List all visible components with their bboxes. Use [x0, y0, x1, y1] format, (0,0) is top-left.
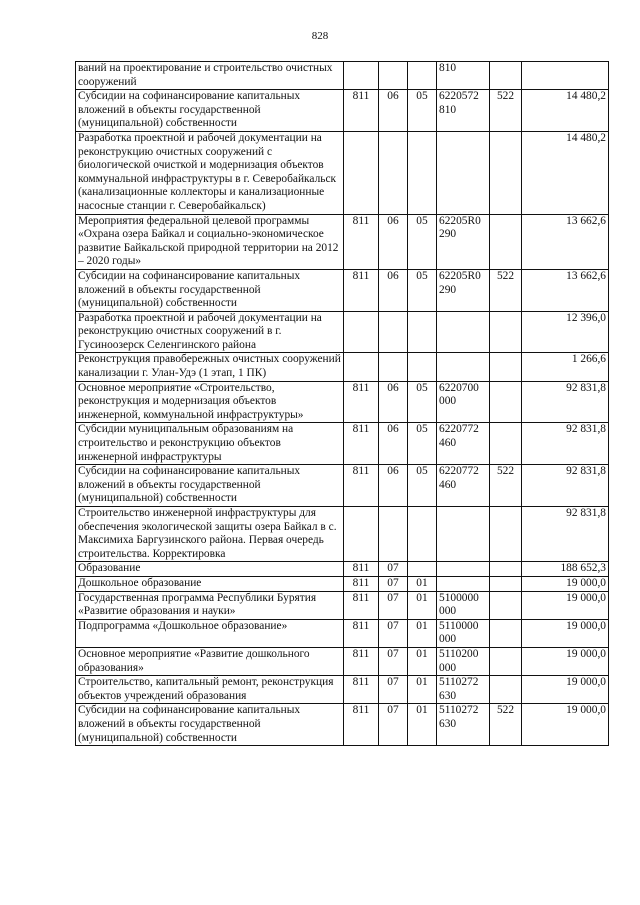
target-article-cell: 5110200 000: [437, 647, 490, 675]
ministry-code-cell: [344, 353, 379, 381]
subsection-code-cell: 05: [408, 90, 437, 132]
ministry-code-cell: 811: [344, 214, 379, 269]
table-row: [76, 381, 609, 423]
item-name-cell: Реконструкция правобережных очистных сооружений канализации г. Улан-Удэ (1 этап, 1 ПК): [76, 353, 344, 381]
table-row: [76, 619, 609, 647]
ministry-code-cell: 811: [344, 576, 379, 591]
section-code-cell: [379, 507, 408, 562]
target-article-cell: 5100000 000: [437, 591, 490, 619]
expense-type-cell: [490, 131, 522, 214]
table-row: [76, 591, 609, 619]
section-code-cell: 06: [379, 465, 408, 507]
section-code-cell: 07: [379, 619, 408, 647]
target-article-cell: 6220700 000: [437, 381, 490, 423]
table-row: [76, 269, 609, 311]
amount-cell: 13 662,6: [522, 214, 609, 269]
subsection-code-cell: 05: [408, 214, 437, 269]
table-row: [76, 90, 609, 132]
subsection-code-cell: 01: [408, 576, 437, 591]
ministry-code-cell: 811: [344, 647, 379, 675]
ministry-code-cell: [344, 131, 379, 214]
ministry-code-cell: [344, 507, 379, 562]
amount-cell: 14 480,2: [522, 131, 609, 214]
amount-cell: [522, 62, 609, 90]
subsection-code-cell: 05: [408, 423, 437, 465]
amount-cell: 92 831,8: [522, 381, 609, 423]
table-row: [76, 704, 609, 746]
subsection-code-cell: [408, 507, 437, 562]
table-row: [76, 562, 609, 577]
expense-type-cell: 522: [490, 90, 522, 132]
target-article-cell: 5110000 000: [437, 619, 490, 647]
table-row: [76, 507, 609, 562]
target-article-cell: [437, 562, 490, 577]
ministry-code-cell: 811: [344, 676, 379, 704]
item-name-cell: Субсидии на софинансирование капитальных вложений в объекты государственной (муниципальной) собственности: [76, 269, 344, 311]
item-name-cell: Субсидии на софинансирование капитальных вложений в объекты государственной (муниципальной) собственности: [76, 90, 344, 132]
target-article-cell: 6220772 460: [437, 423, 490, 465]
section-code-cell: 06: [379, 90, 408, 132]
item-name-cell: Основное мероприятие «Развитие дошкольного образования»: [76, 647, 344, 675]
item-name-cell: Строительство инженерной инфраструктуры для обеспечения экологической защиты озера Байкал в с. Максимиха Баргузинского района. Первая очередь строительства. Корректировка: [76, 507, 344, 562]
section-code-cell: 06: [379, 214, 408, 269]
section-code-cell: [379, 131, 408, 214]
ministry-code-cell: 811: [344, 381, 379, 423]
table-row: [76, 647, 609, 675]
target-article-cell: 6220572 810: [437, 90, 490, 132]
expense-type-cell: [490, 214, 522, 269]
ministry-code-cell: 811: [344, 90, 379, 132]
item-name-cell: Строительство, капитальный ремонт, реконструкция объектов учреждений образования: [76, 676, 344, 704]
section-code-cell: 07: [379, 704, 408, 746]
expense-type-cell: 522: [490, 269, 522, 311]
expense-type-cell: [490, 62, 522, 90]
amount-cell: 13 662,6: [522, 269, 609, 311]
target-article-cell: 5110272 630: [437, 676, 490, 704]
amount-cell: 92 831,8: [522, 423, 609, 465]
ministry-code-cell: 811: [344, 591, 379, 619]
amount-cell: 19 000,0: [522, 647, 609, 675]
ministry-code-cell: [344, 311, 379, 353]
expense-type-cell: [490, 311, 522, 353]
subsection-code-cell: [408, 311, 437, 353]
amount-cell: 19 000,0: [522, 591, 609, 619]
item-name-cell: Государственная программа Республики Бурятия «Развитие образования и науки»: [76, 591, 344, 619]
section-code-cell: 06: [379, 269, 408, 311]
target-article-cell: 62205R0 290: [437, 214, 490, 269]
ministry-code-cell: 811: [344, 562, 379, 577]
ministry-code-cell: 811: [344, 704, 379, 746]
item-name-cell: Субсидии муниципальным образованиям на строительство и реконструкцию объектов инженерной инфраструктуры: [76, 423, 344, 465]
subsection-code-cell: [408, 353, 437, 381]
section-code-cell: 07: [379, 576, 408, 591]
item-name-cell: Мероприятия федеральной целевой программы «Охрана озера Байкал и социально-экономическое развитие Байкальской природной территории на 2012 – 2020 годы»: [76, 214, 344, 269]
amount-cell: 1 266,6: [522, 353, 609, 381]
table-row: [76, 576, 609, 591]
item-name-cell: Подпрограмма «Дошкольное образование»: [76, 619, 344, 647]
section-code-cell: [379, 311, 408, 353]
amount-cell: 14 480,2: [522, 90, 609, 132]
expense-type-cell: [490, 576, 522, 591]
table-row: [76, 465, 609, 507]
ministry-code-cell: 811: [344, 423, 379, 465]
subsection-code-cell: 05: [408, 381, 437, 423]
ministry-code-cell: [344, 62, 379, 90]
item-name-cell: Субсидии на софинансирование капитальных вложений в объекты государственной (муниципальной) собственности: [76, 465, 344, 507]
amount-cell: 188 652,3: [522, 562, 609, 577]
amount-cell: 12 396,0: [522, 311, 609, 353]
subsection-code-cell: 01: [408, 647, 437, 675]
item-name-cell: Субсидии на софинансирование капитальных вложений в объекты государственной (муниципальной) собственности: [76, 704, 344, 746]
expense-type-cell: [490, 676, 522, 704]
amount-cell: 92 831,8: [522, 507, 609, 562]
table-row: [76, 214, 609, 269]
item-name-cell: Разработка проектной и рабочей документации на реконструкцию очистных сооружений в г. Гусиноозерск Селенгинского района: [76, 311, 344, 353]
section-code-cell: 07: [379, 562, 408, 577]
target-article-cell: 62205R0 290: [437, 269, 490, 311]
expense-type-cell: [490, 353, 522, 381]
budget-table: [75, 61, 609, 746]
item-name-cell: ваний на проектирование и строительство очистных сооружений: [76, 62, 344, 90]
table-row: [76, 131, 609, 214]
expense-type-cell: [490, 562, 522, 577]
section-code-cell: [379, 353, 408, 381]
amount-cell: 19 000,0: [522, 676, 609, 704]
expense-type-cell: [490, 619, 522, 647]
table-row: [76, 311, 609, 353]
amount-cell: 19 000,0: [522, 704, 609, 746]
expense-type-cell: [490, 647, 522, 675]
amount-cell: 19 000,0: [522, 619, 609, 647]
expense-type-cell: [490, 507, 522, 562]
expense-type-cell: [490, 423, 522, 465]
section-code-cell: 07: [379, 591, 408, 619]
section-code-cell: 07: [379, 676, 408, 704]
expense-type-cell: [490, 381, 522, 423]
subsection-code-cell: [408, 562, 437, 577]
target-article-cell: [437, 353, 490, 381]
target-article-cell: [437, 507, 490, 562]
amount-cell: 92 831,8: [522, 465, 609, 507]
subsection-code-cell: 01: [408, 619, 437, 647]
section-code-cell: 06: [379, 423, 408, 465]
item-name-cell: Дошкольное образование: [76, 576, 344, 591]
section-code-cell: 06: [379, 381, 408, 423]
target-article-cell: 6220772 460: [437, 465, 490, 507]
subsection-code-cell: 05: [408, 269, 437, 311]
subsection-code-cell: 01: [408, 704, 437, 746]
table-row: [76, 62, 609, 90]
table-row: [76, 676, 609, 704]
section-code-cell: 07: [379, 647, 408, 675]
item-name-cell: Образование: [76, 562, 344, 577]
ministry-code-cell: 811: [344, 619, 379, 647]
subsection-code-cell: [408, 62, 437, 90]
expense-type-cell: [490, 591, 522, 619]
subsection-code-cell: 01: [408, 676, 437, 704]
expense-type-cell: 522: [490, 465, 522, 507]
target-article-cell: [437, 576, 490, 591]
page-number: 828: [311, 30, 329, 42]
ministry-code-cell: 811: [344, 269, 379, 311]
section-code-cell: [379, 62, 408, 90]
expense-type-cell: 522: [490, 704, 522, 746]
amount-cell: 19 000,0: [522, 576, 609, 591]
table-row: [76, 353, 609, 381]
item-name-cell: Основное мероприятие «Строительство, реконструкция и модернизация объектов инженерной, коммунальной инфраструктуры»: [76, 381, 344, 423]
target-article-cell: [437, 131, 490, 214]
subsection-code-cell: 05: [408, 465, 437, 507]
ministry-code-cell: 811: [344, 465, 379, 507]
item-name-cell: Разработка проектной и рабочей документации на реконструкцию очистных сооружений с биологической очисткой и модернизация объектов коммунальной инфраструктуры в г. Северобайкальск (канализационные коллекторы и канализационные насосные станции г. Северобайкальск): [76, 131, 344, 214]
table-row: [76, 423, 609, 465]
subsection-code-cell: [408, 131, 437, 214]
target-article-cell: 5110272 630: [437, 704, 490, 746]
subsection-code-cell: 01: [408, 591, 437, 619]
target-article-cell: [437, 311, 490, 353]
target-article-cell: 810: [437, 62, 490, 90]
